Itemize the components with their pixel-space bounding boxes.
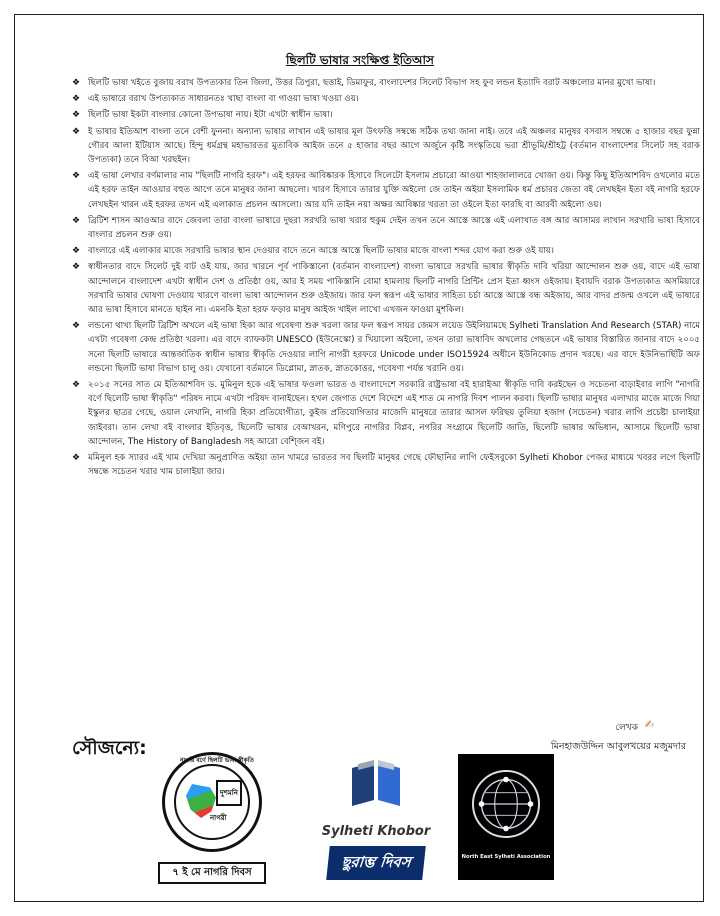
bullet-icon: ❖	[72, 380, 81, 391]
paragraph-item	[72, 378, 700, 449]
paragraph-item	[72, 319, 700, 376]
nagri-dibas-logo	[158, 752, 266, 892]
bullet-icon: ❖	[72, 262, 81, 273]
paragraph-text: এই ভাষা লেখার বর্ণমালার নাম "ছিলটি নাগরি হরফ"। এই হরফর আবিষ্কারক হিসাবে সিলেটো ইসলাম প্রচারো আওয়া শাহজালালরে খোজা ওয়। কিন্তু কিছু ইতিআশবিদ ওখলোর মতে এই হরফ তাইন আওয়ার বহুত আগে তনে মানুষর জানা আছলো। খারণ হিসাবে তারার যুক্তি অইলো জে তাইন অইয়া ইসলামিক ধর্ম প্রচারর জেতা বই লেখছইন ইতা বই নাগরি হরফে লেখছইন খারন এই হরফর তখন এই এলাকাত প্রচলন আসলো। আর যদি তাইন নয়া অক্ষর আবিষ্কার খরতা তা ওইলে ইতা ফারছি বা আরবী অইলো ওয়।	[88, 171, 700, 210]
paragraph-text: ই ভাষার ইতিআশ বাংলা তনে বেশী ফুননা। অন্যান্য ভাষার লাখান এই ভাষার মূল উৎফত্তি সম্বন্ধে সঠিক তথ্য জানা নাই। তবে এই অঞ্চলর মানুষর বসবাস সম্বন্ধে ৫ হাজার বছর ফুন্না গৌরব আলা ইটিয়াস আছে। হিন্দু ধর্মগ্রন্থ মহাভারতর মুতাবিক আইজ তনে ৫ হাজার বছর আগে অর্জুনে কৃষ্টি সংস্কৃতিয়ে ভরা শ্রীভূমি/শ্রীহট্ট (বর্তমান বাংলাদেশর সিলেট সহ বরাক উপত্যকা) তনে বিআ খরছইন।	[88, 126, 700, 166]
paragraph-text: বাংলারে এই এলাকার মাজে সরখারি ভাষার স্থান দেওয়ার বাদে তনে আস্তে আস্তে ছিলটি ভাষার মাজে বাংলা শব্দর যোগ করা শুরু ওই যায়।	[88, 246, 554, 257]
paragraph-item	[72, 244, 700, 258]
logo-tag: ছুরাম্ভ দিবস	[326, 846, 426, 880]
paragraph-item	[72, 451, 700, 479]
logo-sub-text: নাগরী	[210, 814, 227, 822]
globe-icon	[472, 770, 540, 838]
bullet-list	[72, 76, 700, 481]
bullet-icon: ❖	[72, 94, 81, 105]
book-icon	[348, 760, 404, 810]
paragraph-item	[72, 76, 700, 90]
paragraph-item	[72, 214, 700, 242]
logo-ring-text: নাগরি বর্ণে ছিলটি ভাষা স্বীকৃতি	[180, 757, 254, 764]
paragraph-text: লন্ডনো থাখা ছিলটি ব্রিটিশ অখলে এই ভাষা হিকা আর গবেষণা শুরু খরলা জার ফল স্বরূপ সায়র জেমস লয়েড উইলিয়ামছে Sylheti Translation And Research (STAR) নামে এখটা গবেষণা কেন্দ্র প্রতিষ্ঠা খরলা। এর বাদে ব্যাফকটা UNESCO (ইউনেস্কো) র খিয়ালো অইলো, তখন তারা ভাষাবিদ অখলোর গেছতনে এই ভাষার বিস্তারিত জানার বাদে ২০০৫ সনো ছিলটি ভাষারে আন্তর্জাতিক স্বাধীন ভাষার স্বীকৃতি দেওয়ার লাগি নাগরী হরফরে Unicode under ISO15924 অধীনে ইউনিকোড প্রদান খরছে। এর বাদে ইউনিভার্ছিটি অফ লন্ডনো ছিলটি ভাষা বিভাগ চালু ওয়। যেখানো বর্তমানে ডিপ্লোমা, স্নাতক, স্নাতকোত্তর, গবেষণা পর্যন্ত খরানি ওয়।	[88, 321, 700, 374]
paragraph-item	[72, 260, 700, 317]
paragraph-text: মমিনুল হক স্যারর এই খাম দেখিয়া অনুপ্রাণিত অইয়া তান খামরে ভারতর সব ছিলটি মানুষর গেছে ফৌছানির লাগি ফেইসবুকো Sylheti Khobor পেজর মাধ্যমে খবরর লগে ছিলটি সম্বন্ধে সচেতন খরার খাম চালাইয়া জার।	[88, 453, 700, 478]
paragraph-item	[72, 169, 700, 212]
author-label: লেখক	[615, 723, 638, 733]
north-east-sylheti-association-logo	[458, 754, 554, 880]
bullet-icon: ❖	[72, 453, 81, 464]
paragraph-item	[72, 92, 700, 106]
pen-icon: ✍	[644, 718, 654, 731]
logo-banner: ৭ ই মে নাগরি দিবস	[158, 862, 266, 884]
paragraph-text: ২০১৫ সনের সাত মে ইতিআশবিদ ড. মুমিনুল হকে এই ভাষার ফওলা ভারত ও বাংলাদেশে সরকারি রাষ্ট্রভাষা বই হারাইআ স্বীকৃতি দাবি করইছেন ও সচেতনা বাড়াইবার লাগি "নাগরি বর্ণে ছিলেটি ভাষা স্বীকৃতি" পরিষদ নামে এখটা পরিষদ বানাইছেন। হখল জেগাত দেশে বিদেশে এই শাত মে নাগরি দিবশ পালন করবা। ছিলটি ভাষার মানুষর এলাখার মাজে মাজে গিয়া ইস্কুলর ছাত্রর গেছে, ওয়াল লেখানি, নাগরি হিকা প্রতিযোগীতা, কুইজ প্রতিযোগিতার মাজেদি মানুষরে তারার আসল ফরিছয় তুলিয়া হজাগ (সচেতন) খরার লাগি প্রচেষ্টা চালাইয়া জাইবরা। তান লেখা বই বাংলার ইতিবৃত্ত, ছিলেটি ভাষার বেআখরন, মণিপুরে নাগরির বিপ্লব, নগরির সংগ্রামে ছিলেটি জাতি, ছিলেটি ভাষার অভিধান, আসামে ছিলেটি ভাষা আন্দোলন, The History of Bangladesh সহ আরো বেশ্জিন বই।	[88, 380, 700, 447]
bullet-icon: ❖	[72, 171, 81, 182]
bullet-icon: ❖	[72, 110, 81, 121]
author-name: মিনহাজউদ্দিন আবুলখয়ের মজুমদার	[550, 741, 686, 752]
logo-badge: দুশমনি	[216, 780, 242, 806]
bullet-icon: ❖	[72, 246, 81, 257]
sylheti-khobor-logo	[318, 760, 434, 892]
bullet-icon: ❖	[72, 126, 81, 137]
paragraph-text: ছিলটি ভাষা খইতে বুজায় বরাখ উপত্যকার তিন জিলা, উত্তর ত্রিপুরা, ছত্তাই, ডিমাফুর, বাংলাদেশর সিলেট বিভাগ সহ ফুব লন্ডন ইত্যাদি বরাট অঞ্চলোর মানর মুখো ভাষা।	[88, 78, 656, 88]
logo-name: North East Sylheti Association	[461, 854, 551, 860]
document-title: ছিলটি ভাষার সংক্ষিপ্ত ইতিআস	[286, 53, 434, 67]
paragraph-text: স্বাধীনতার বাদে সিলেট দুই বাট ওই যায়, জার খারনে পূর্ব পাকিস্তানো (বর্তমান বাংলাদেশ) বাংলা ভাষারে সরখরি ভাষার স্বীকৃতি দাবি খরিয়া আন্দোলন শুরু ওয়, বাদে এই ভাষা আন্দোলনে বাংলাদেশ এখটা স্বাধীন দেশ ও প্রতিষ্ঠা ওয়, আর ই সময় পাকিস্তানি বোমা হামলায় ছিলটি নাগরি প্রিন্টিং প্রেস ইতা ধ্বংস ওইজায়। ইবায়দি বরাক উপত্যকাত অসমিয়ারে সরখারি ভাষার ঘোষণা দেওয়ায় খারণে বাংলা ভাষা আন্দোলন শুরু ওইজায়। জার ফল স্বরূপ এই ভাষার সাহিত্য চর্চা আস্তে আস্তে বন্ধ অইজায়, আর বাদর প্রজন্ম ওখলে এই ভাষারে আর ভাষা হিসাবে মানতে ছাইন না। এমনকি ইতা হরফ ফড়ার মানুষ আইজ খাইল লাখো এখজন ফাওয়া মুশকিল।	[88, 262, 700, 316]
bullet-icon: ❖	[72, 215, 81, 226]
bullet-icon: ❖	[72, 78, 81, 88]
paragraph-text: ব্রিটিশ শাসন আওআর বাদে জেবলা তারা বাংলা ভাষারে দুছরা সরখরি ভাষা খরার হুকুম দেইন তখন তনে আস্তে আস্তে এই এলাখাত বঙ্গ আর আসামর লাখান সরখারি ভাষা হিসাবে বাংলার প্রচলন শুরু ওয়।	[88, 215, 700, 241]
paragraph-item	[72, 125, 700, 168]
paragraph-text: এই ভাষারে বরাখ উপত্যকাত সাধারনতঃ খাছা বাংলা বা গাওয়া ভাষা খওয়া ওয়।	[88, 94, 359, 105]
logo-name: Sylheti Khobor	[321, 824, 431, 839]
courtesy-label: সৌজন্যে:	[72, 737, 147, 759]
bullet-icon: ❖	[72, 321, 81, 332]
paragraph-text: ছিলটি ভাষা ইকটা বাংলার কোনো উপভাষা নায়। ইটা এখটা স্বাধীন ভাষা।	[88, 110, 333, 121]
paragraph-item	[72, 108, 700, 122]
